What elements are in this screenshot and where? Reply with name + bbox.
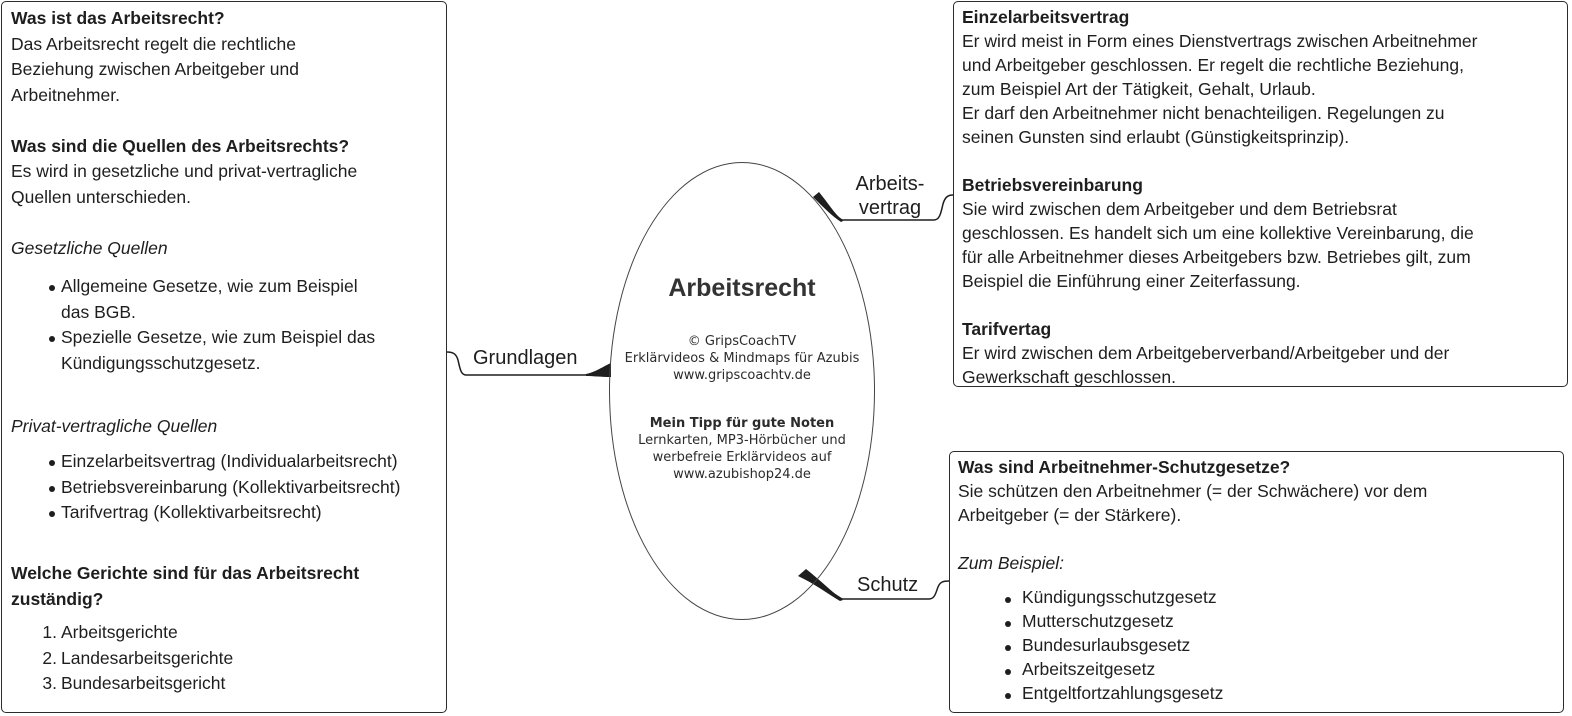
branch-label-schutz: Schutz	[857, 574, 919, 596]
text-line: Sie wird zwischen dem Arbeitgeber und dem Betriebsrat	[962, 199, 1397, 219]
text-line: Arbeitgeber (= der Stärkere).	[958, 505, 1182, 525]
branch-label-arbeitsvertrag: Arbeits- vertrag	[855, 173, 925, 219]
text-line: Er darf den Arbeitnehmer nicht benachteiligen. Regelungen zu	[962, 103, 1445, 123]
list-item: Einzelarbeitsvertrag (Individualarbeitsrecht)	[11, 449, 438, 475]
question-heading: Was sind die Quellen des Arbeitsrechts?	[11, 135, 350, 156]
legal-sources-list	[11, 274, 438, 376]
courts-list	[11, 620, 438, 697]
text-line: seinen Gunsten sind erlaubt (Günstigkeitsprinzip).	[962, 127, 1350, 147]
credit-block: © GripsCoachTV Erklärvideos & Mindmaps für Azubis www.gripscoachtv.de	[624, 334, 860, 383]
text-line: Es wird in gesetzliche und privat-vertragliche	[11, 161, 358, 181]
central-topic-title: Arbeitsrecht	[668, 274, 816, 302]
text-line: Er wird zwischen dem Arbeitgeberverband/Arbeitgeber und der	[962, 343, 1450, 363]
list-item: Kündigungsschutzgesetz	[958, 585, 1555, 609]
text-line: Das Arbeitsrecht regelt die rechtliche	[11, 33, 296, 54]
list-item: 1. Arbeitsgerichte	[42, 622, 178, 642]
text-line: Sie schützen den Arbeitnehmer (= der Schwächere) vor dem	[958, 481, 1428, 501]
list-item: Bundesurlaubsgesetz	[958, 633, 1555, 657]
list-item: Allgemeine Gesetze, wie zum Beispiel das BGB.	[11, 274, 438, 325]
list-item: Entgeltfortzahlungsgesetz	[958, 681, 1555, 705]
section-heading: Tarifvertag	[962, 319, 1052, 339]
connector-grundlagen-taper	[586, 363, 611, 377]
text-line: zum Beispiel Art der Tätigkeit, Gehalt, Urlaub.	[962, 79, 1316, 99]
text-line: Quellen unterschieden.	[11, 186, 191, 207]
subsection-heading: Gesetzliche Quellen	[11, 237, 168, 258]
list-item: Betriebsvereinbarung (Kollektivarbeitsrecht)	[11, 475, 438, 501]
question-heading: Was sind Arbeitnehmer-Schutzgesetze?	[958, 457, 1291, 477]
schutz-box	[949, 451, 1564, 713]
text-line: und Arbeitgeber geschlossen. Er regelt die rechtliche Beziehung,	[962, 55, 1464, 75]
section-heading: Betriebsvereinbarung	[962, 175, 1143, 195]
text-line: Beziehung zwischen Arbeitgeber und	[11, 59, 299, 79]
text-line: für alle Arbeitnehmer dieses Arbeitgebers bzw. Betriebes gilt, zum	[962, 247, 1471, 267]
subsection-heading: Privat-vertragliche Quellen	[11, 415, 218, 436]
text-line: Beispiel die Einführung einer Zeiterfassung.	[962, 271, 1301, 291]
grundlagen-box	[1, 1, 447, 713]
tip-title: Mein Tipp für gute Noten	[649, 416, 835, 431]
question-heading: Welche Gerichte sind für das Arbeitsrecht	[11, 563, 360, 583]
text-line: Er wird meist in Form eines Dienstvertrags zwischen Arbeitnehmer	[962, 31, 1478, 51]
arbeitsvertrag-box	[953, 1, 1568, 387]
text-line: Arbeitnehmer.	[11, 84, 120, 105]
tip-block: Mein Tipp für gute Noten Lernkarten, MP3-Hörbücher und werbefreie Erklärvideos auf www.azubishop24.de	[610, 415, 874, 483]
list-item: 3. Bundesarbeitsgericht	[42, 673, 226, 693]
protection-laws-list	[958, 585, 1555, 705]
question-heading: Was ist das Arbeitsrecht?	[11, 8, 225, 28]
question-heading: zuständig?	[11, 588, 104, 609]
list-item: 2. Landesarbeitsgerichte	[42, 647, 234, 668]
text-line: Gewerkschaft geschlossen.	[962, 367, 1176, 387]
private-sources-list	[11, 449, 438, 526]
section-heading: Einzelarbeitsvertrag	[962, 7, 1130, 27]
branch-label-grundlagen: Grundlagen	[473, 347, 578, 369]
central-topic-node	[609, 162, 875, 620]
list-item: Arbeitszeitgesetz	[958, 657, 1555, 681]
list-item: Mutterschutzgesetz	[958, 609, 1555, 633]
text-line: geschlossen. Es handelt sich um eine kollektive Vereinbarung, die	[962, 223, 1474, 243]
list-item: Spezielle Gesetze, wie zum Beispiel das Kündigungsschutzgesetz.	[11, 325, 438, 376]
subsection-heading: Zum Beispiel:	[958, 553, 1065, 573]
list-item: Tarifvertrag (Kollektivarbeitsrecht)	[11, 500, 438, 526]
